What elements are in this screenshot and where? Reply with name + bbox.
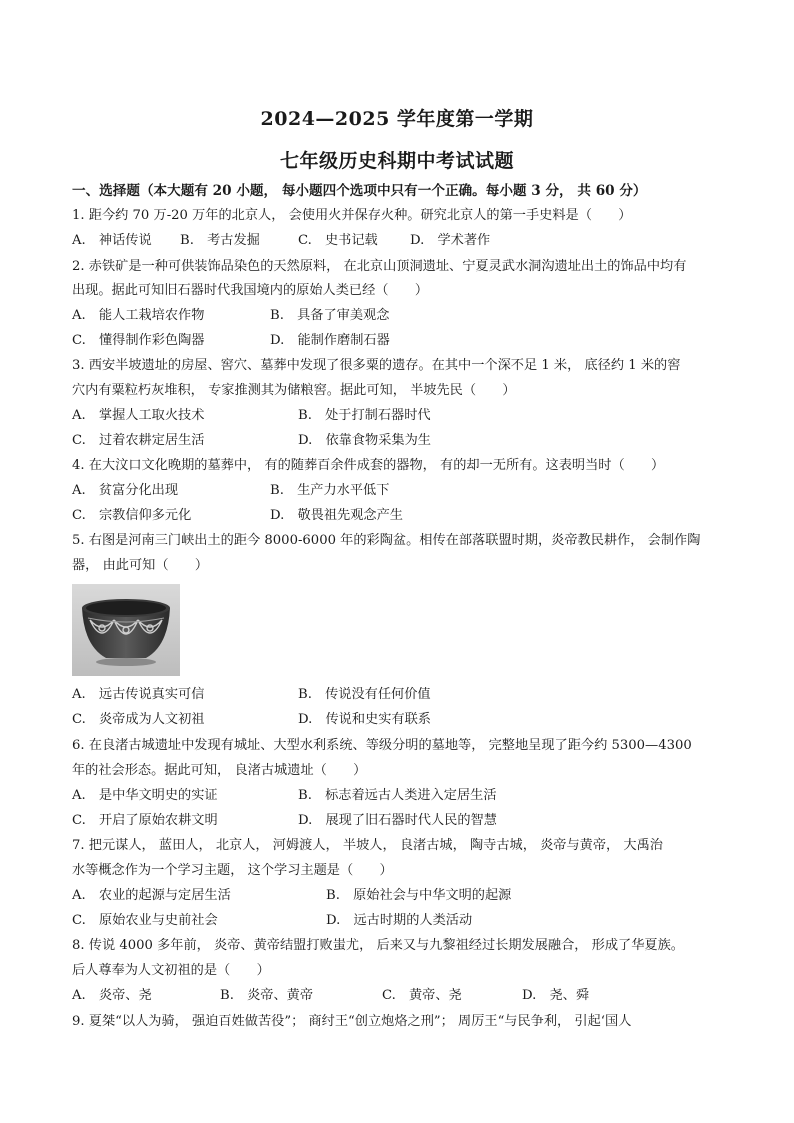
- q3-option-a: A. 掌握人工取火技术: [72, 408, 205, 423]
- q5-option-a: A. 远古传说真实可信: [72, 687, 205, 702]
- question-5-stem-line2: 器， 由此可知（ ）: [72, 558, 209, 573]
- painted-pottery-basin-image: [72, 584, 180, 676]
- q6-option-b: B. 标志着远古人类进入定居生活: [298, 788, 497, 803]
- section-heading: 一、选择题（本大题有 20 小题， 每小题四个选项中只有一个正确。每小题 3 分， 共 60 分）: [72, 183, 647, 199]
- question-1-stem: 1. 距今约 70 万-20 万年的北京人， 会使用火并保存火种。研究北京人的第一手史料是（ ）: [72, 208, 632, 223]
- q2-option-a: A. 能人工栽培农作物: [72, 308, 205, 323]
- q4-option-c: C. 宗教信仰多元化: [72, 508, 192, 523]
- q8-option-d: D. 尧、舜: [522, 988, 590, 1003]
- question-7-stem-line2: 水等概念作为一个学习主题， 这个学习主题是（ ）: [72, 863, 393, 878]
- q1-option-d: D. 学术著作: [410, 233, 491, 248]
- q7-option-b: B. 原始社会与中华文明的起源: [326, 888, 512, 903]
- question-8-stem-line2: 后人尊奉为人文初祖的是（ ）: [72, 963, 270, 978]
- question-5-stem-line1: 5. 右图是河南三门峡出土的距今 8000-6000 年的彩陶盆。相传在部落联盟时期，炎帝教民耕作， 会制作陶: [72, 533, 701, 548]
- question-6-stem-line1: 6. 在良渚古城遗址中发现有城址、大型水利系统、等级分明的墓地等， 完整地呈现了距今约 5300—4300: [72, 738, 692, 753]
- q7-option-a: A. 农业的起源与定居生活: [72, 888, 231, 903]
- q7-option-c: C. 原始农业与史前社会: [72, 913, 218, 928]
- q5-option-d: D. 传说和史实有联系: [298, 712, 431, 727]
- question-4-stem: 4. 在大汶口文化晚期的墓葬中， 有的随葬百余件成套的器物， 有的却一无所有。这表明当时（ ）: [72, 458, 665, 473]
- q4-option-b: B. 生产力水平低下: [270, 483, 390, 498]
- q8-option-b: B. 炎帝、黄帝: [220, 988, 314, 1003]
- q6-option-c: C. 开启了原始农耕文明: [72, 813, 218, 828]
- question-8-stem-line1: 8. 传说 4000 多年前， 炎帝、黄帝结盟打败蚩尤， 后来又与九黎祖经过长期发展融合， 形成了华夏族。: [72, 938, 684, 953]
- q1-option-a: A. 神话传说: [72, 233, 152, 248]
- question-3-stem-line2: 穴内有粟粒朽灰堆积， 专家推测其为储粮窖。据此可知， 半坡先民（ ）: [72, 383, 516, 398]
- q2-option-c: C. 懂得制作彩色陶器: [72, 333, 205, 348]
- exam-title-term: 2024—2025 学年度第一学期: [260, 108, 534, 130]
- q8-option-c: C. 黄帝、尧: [382, 988, 462, 1003]
- q3-option-c: C. 过着农耕定居生活: [72, 433, 205, 448]
- q6-option-a: A. 是中华文明史的实证: [72, 788, 218, 803]
- q4-option-d: D. 敬畏祖先观念产生: [270, 508, 403, 523]
- q6-option-d: D. 展现了旧石器时代人民的智慧: [298, 813, 497, 828]
- q3-option-b: B. 处于打制石器时代: [298, 408, 431, 423]
- question-3-stem-line1: 3. 西安半坡遗址的房屋、窖穴、墓葬中发现了很多粟的遗存。在其中一个深不足 1 米， 底径约 1 米的窖: [72, 358, 681, 373]
- q7-option-d: D. 远古时期的人类活动: [326, 913, 473, 928]
- q1-option-b: B. 考古发掘: [180, 233, 260, 248]
- question-9-stem: 9. 夏桀“以人为骑， 强迫百姓做苦役”； 商纣王“创立炮烙之刑”； 周厉王“与民争利， 引起‘国人: [72, 1014, 632, 1029]
- q1-option-c: C. 史书记载: [298, 233, 378, 248]
- question-7-stem-line1: 7. 把元谋人， 蓝田人， 北京人， 河姆渡人， 半坡人， 良渚古城， 陶寺古城， 炎帝与黄帝， 大禹治: [72, 838, 663, 853]
- q2-option-b: B. 具备了审美观念: [270, 308, 390, 323]
- q2-option-d: D. 能制作磨制石器: [270, 333, 390, 348]
- pottery-basin-illustration: [72, 584, 180, 676]
- q5-option-b: B. 传说没有任何价值: [298, 687, 431, 702]
- exam-title-subject: 七年级历史科期中考试试题: [279, 150, 514, 172]
- question-2-stem-line2: 出现。据此可知旧石器时代我国境内的原始人类已经（ ）: [72, 283, 429, 298]
- q4-option-a: A. 贫富分化出现: [72, 483, 179, 498]
- q8-option-a: A. 炎帝、尧: [72, 988, 152, 1003]
- q5-option-c: C. 炎帝成为人文初祖: [72, 712, 205, 727]
- question-2-stem-line1: 2. 赤铁矿是一种可供装饰品染色的天然原料， 在北京山顶洞遗址、宁夏灵武水洞沟遗址出土的饰品中均有: [72, 259, 687, 274]
- q3-option-d: D. 依靠食物采集为生: [298, 433, 431, 448]
- question-6-stem-line2: 年的社会形态。据此可知， 良渚古城遗址（ ）: [72, 763, 367, 778]
